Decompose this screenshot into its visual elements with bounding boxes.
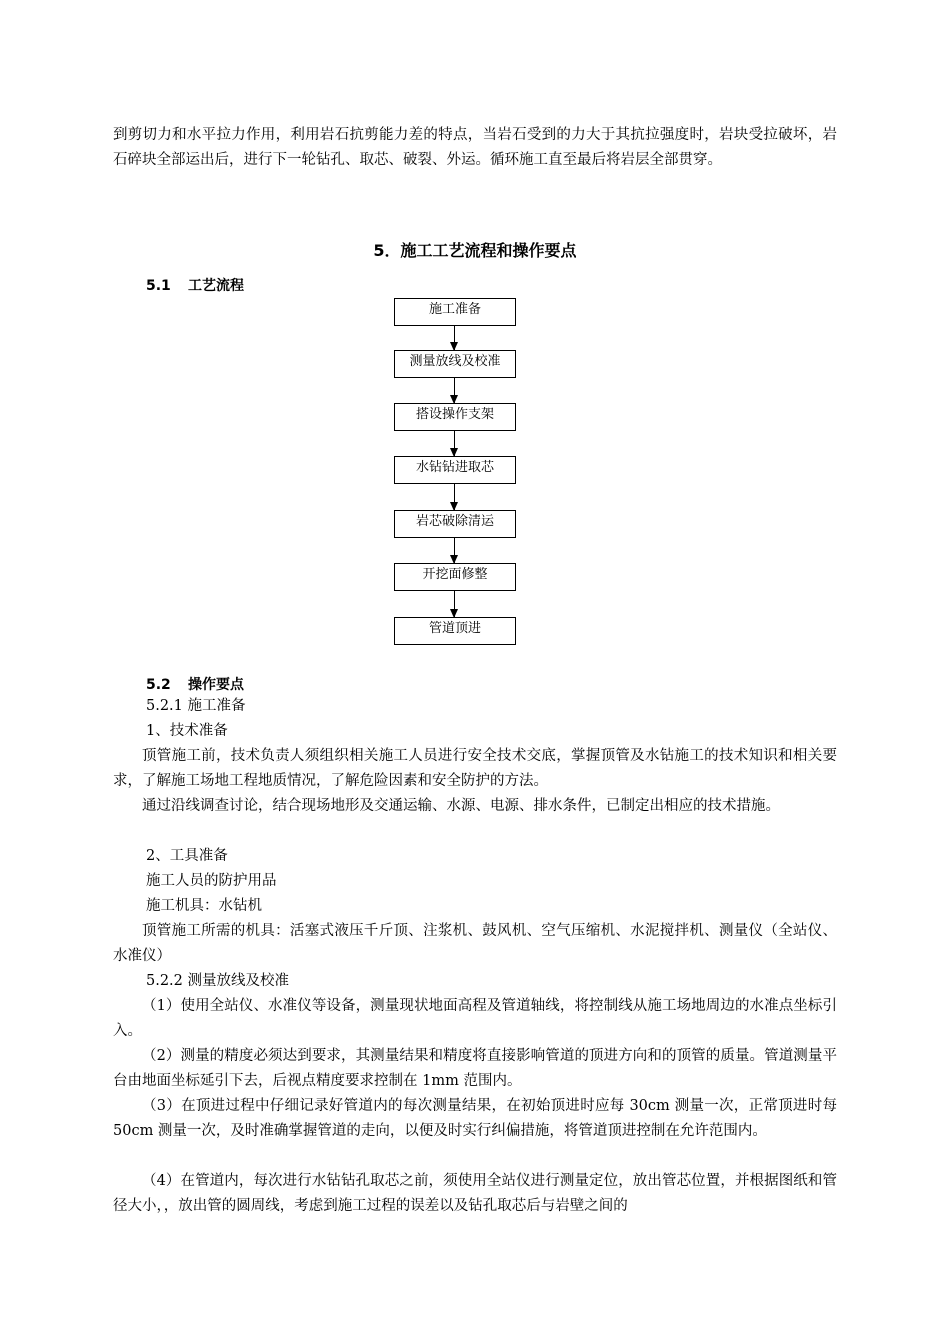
paragraph-route-survey: 通过沿线调查讨论，结合现场地形及交通运输、水源、电源、排水条件，已制定出相应的技术措施。 — [142, 798, 780, 814]
line-protective-gear: 施工人员的防护用品 — [146, 873, 277, 889]
paragraph-machinery-list: 顶管施工所需的机具：活塞式液压千斤顶、注浆机、鼓风机、空气压缩机、水泥搅拌机、测量仪（全站仪、水准仪） — [113, 923, 837, 964]
section-5-title: 5．施工工艺流程和操作要点 — [373, 241, 577, 260]
subsection-5-2-2: 5.2.2 测量放线及校准 — [146, 973, 290, 989]
flow-arrow-2 — [454, 378, 455, 403]
paragraph-technical-briefing: 顶管施工前，技术负责人须组织相关施工人员进行安全技术交底，掌握顶管及水钻施工的技术知识和相关要求，了解施工场地工程地质情况，了解危险因素和安全防护的方法。 — [113, 748, 837, 789]
section-5-1-heading — [146, 275, 244, 295]
flow-step-1: 施工准备 — [394, 298, 516, 326]
section-5-1-title: 工艺流程 — [188, 278, 244, 294]
item-tool-prep: 2、工具准备 — [146, 848, 228, 864]
flow-arrow-5 — [454, 538, 455, 563]
flow-step-7: 管道顶进 — [394, 617, 516, 645]
section-5-2-title: 操作要点 — [188, 677, 244, 693]
flow-step-5: 岩芯破除清运 — [394, 510, 516, 538]
subsection-5-2-1: 5.2.1 施工准备 — [146, 698, 246, 714]
flow-step-3: 搭设操作支架 — [394, 403, 516, 431]
paragraph-measure-2: （2）测量的精度必须达到要求，其测量结果和精度将直接影响管道的顶进方向和的顶管的质量。管道测量平台由地面坐标延引下去，后视点精度要求控制在 1mm 范围内。 — [113, 1048, 837, 1089]
section-5-1-number: 5.1 — [146, 278, 171, 294]
item-technical-prep: 1、技术准备 — [146, 723, 228, 739]
flow-step-2: 测量放线及校准 — [394, 350, 516, 378]
line-machinery: 施工机具：水钻机 — [146, 898, 262, 914]
flow-arrow-1 — [454, 326, 455, 350]
flow-step-4: 水钻钻进取芯 — [394, 456, 516, 484]
flow-arrow-6 — [454, 591, 455, 617]
flow-arrow-4 — [454, 484, 455, 510]
paragraph-measure-3: （3）在顶进过程中仔细记录好管道内的每次测量结果，在初始顶进时应每 30cm 测量一次，正常顶进时每 50cm 测量一次，及时准确掌握管道的走向，以便及时实行纠偏措施，将管道顶进控制在允许范围内。 — [113, 1098, 837, 1139]
process-flowchart — [394, 298, 516, 648]
intro-paragraph: 到剪切力和水平拉力作用，利用岩石抗剪能力差的特点，当岩石受到的力大于其抗拉强度时，岩块受拉破坏，岩石碎块全部运出后，进行下一轮钻孔、取芯、破裂、外运。循环施工直至最后将岩层全部贯穿。 — [113, 127, 837, 168]
paragraph-measure-4: （4）在管道内，每次进行水钻钻孔取芯之前，须使用全站仪进行测量定位，放出管芯位置，并根据图纸和管径大小，，放出管的圆周线，考虑到施工过程的误差以及钻孔取芯后与岩壁之间的 — [113, 1173, 837, 1214]
section-5-2-heading — [146, 674, 244, 694]
flow-step-6: 开挖面修整 — [394, 563, 516, 591]
flow-arrow-3 — [454, 431, 455, 456]
section-5-2-number: 5.2 — [146, 677, 171, 693]
paragraph-measure-1: （1）使用全站仪、水准仪等设备，测量现状地面高程及管道轴线，将控制线从施工场地周边的水准点坐标引入。 — [113, 998, 837, 1039]
